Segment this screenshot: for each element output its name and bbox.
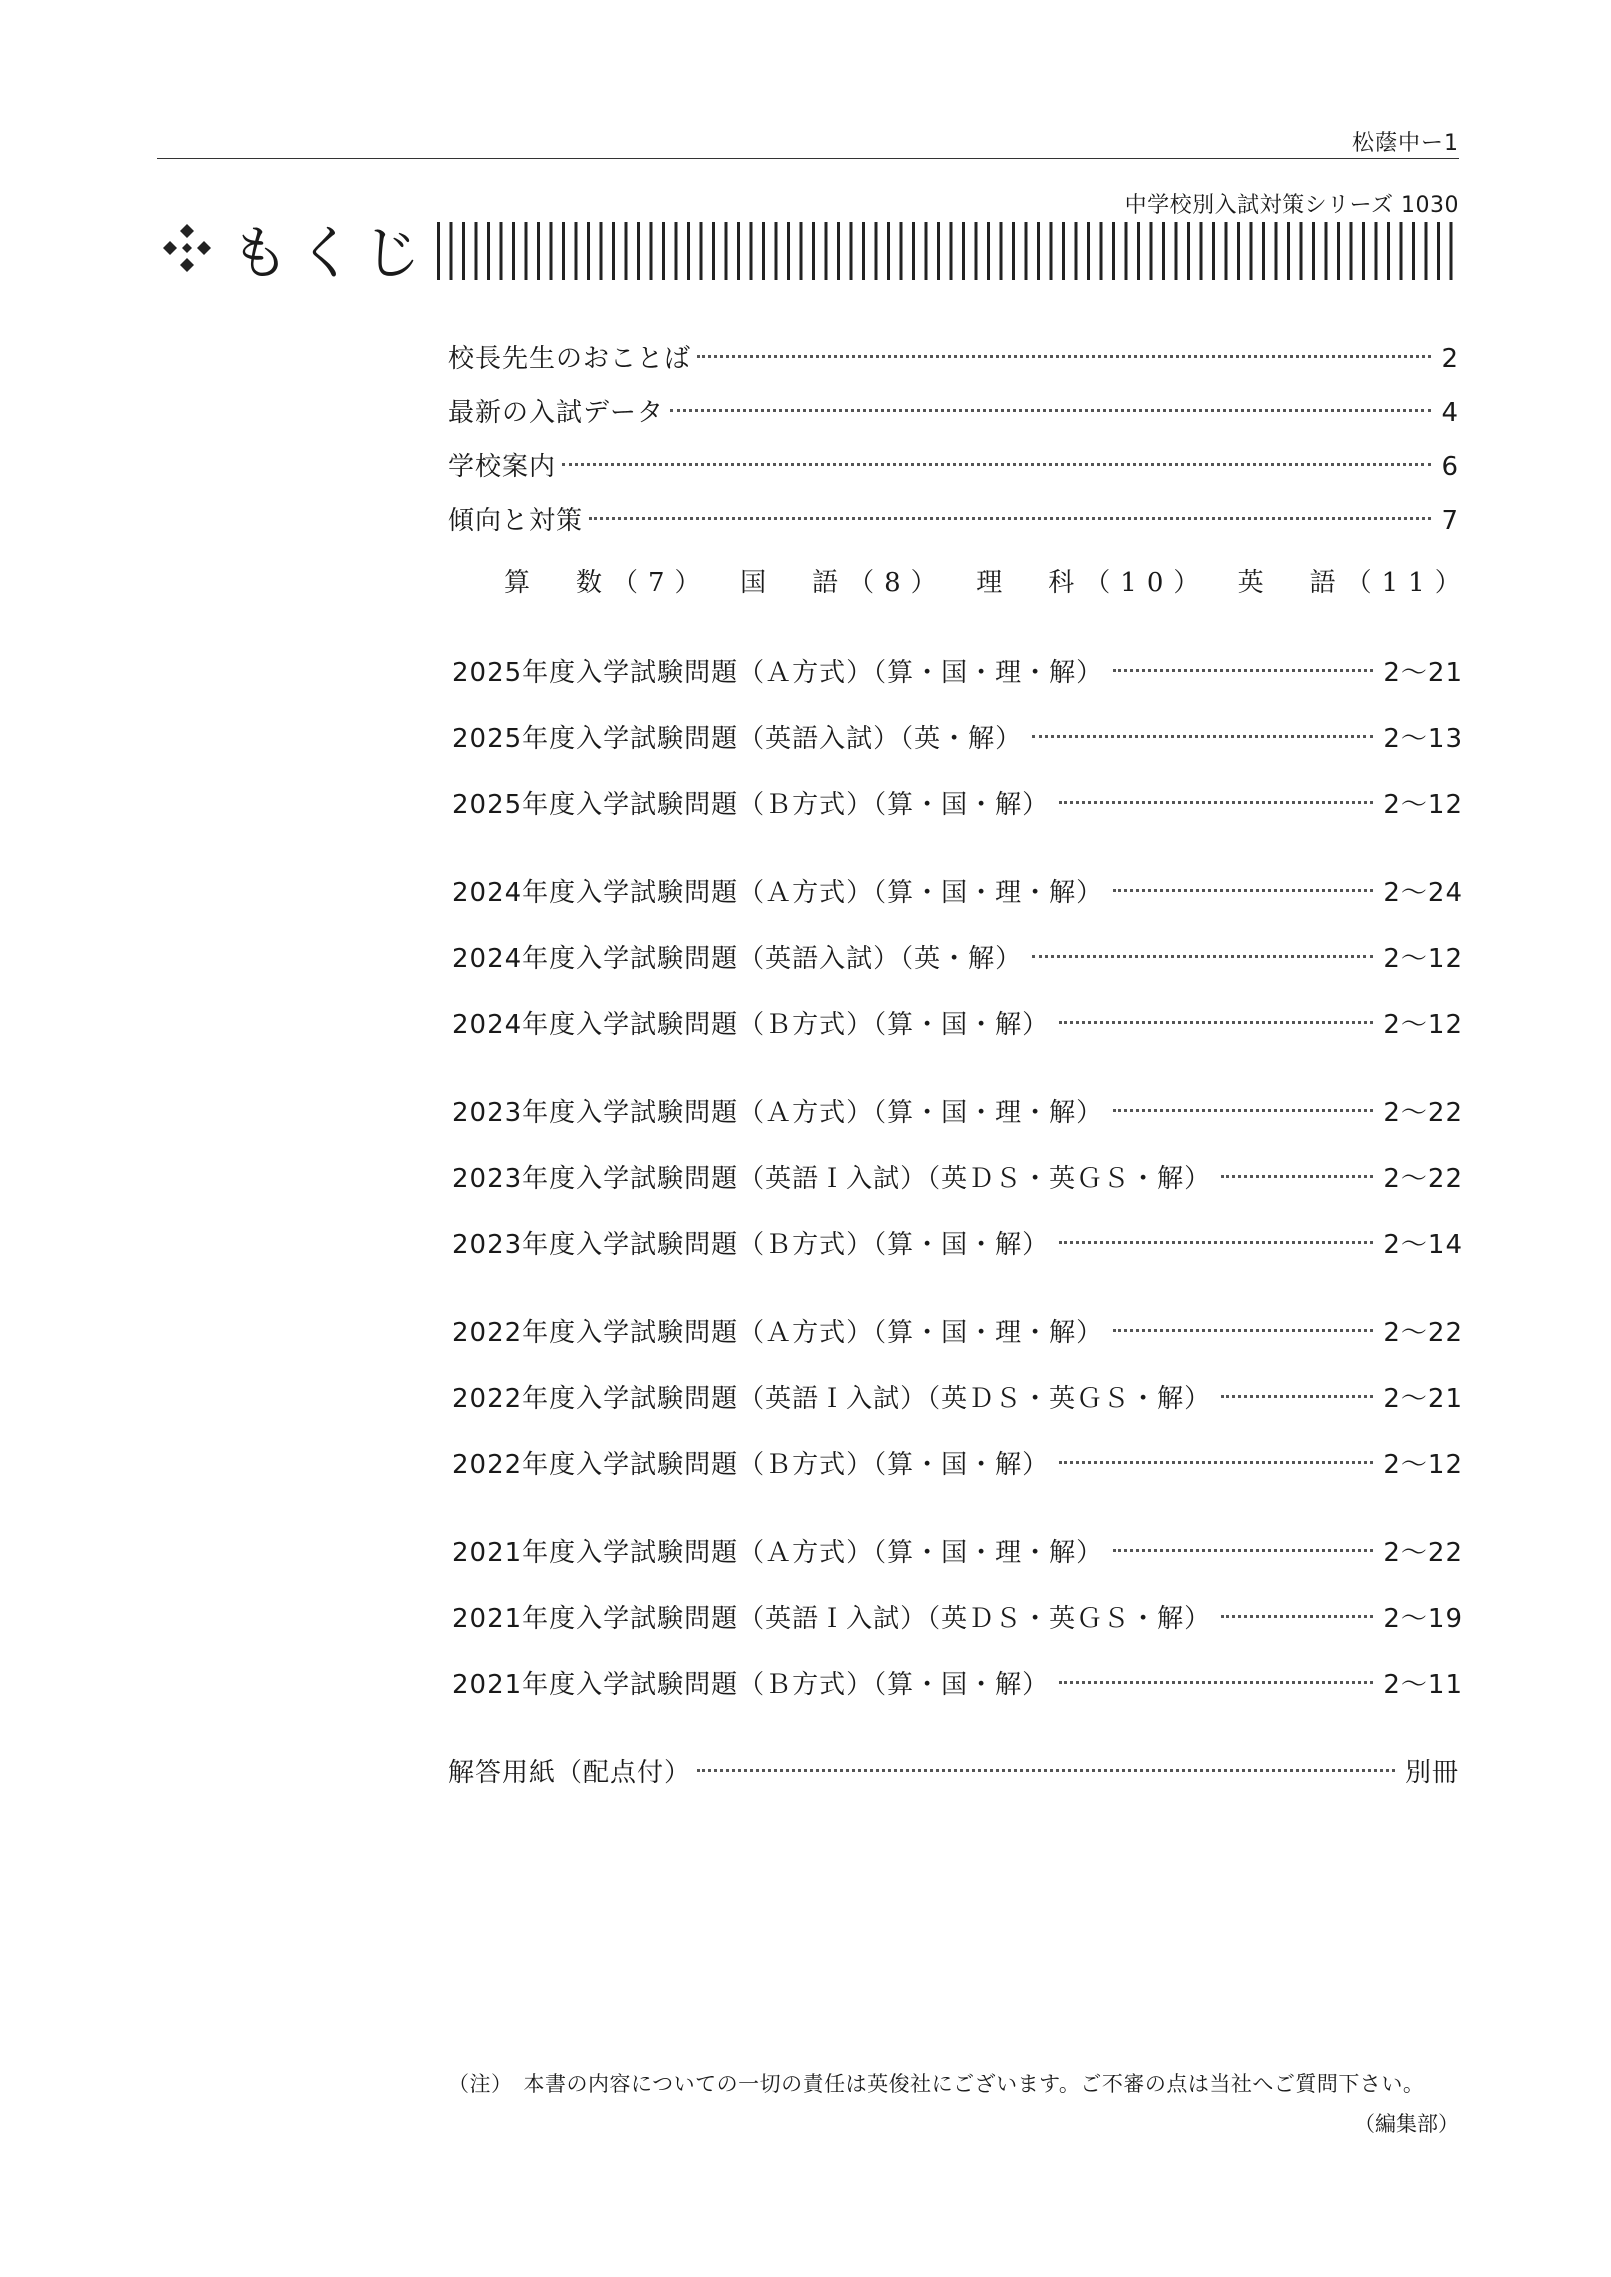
leader-dots: [1113, 1329, 1373, 1332]
answer-sheet-label: 解答用紙（配点付）: [448, 1758, 692, 1788]
exam-item[interactable]: [448, 938, 1463, 1004]
exam-item[interactable]: [448, 1664, 1463, 1730]
exam-item-label: 2025年度入学試験問題（英語入試）（英・解）: [452, 724, 1023, 754]
exam-group: [448, 1532, 1463, 1730]
exam-item[interactable]: [448, 872, 1463, 938]
toc-item-label: 学校案内: [448, 452, 557, 482]
leader-dots: [1059, 801, 1373, 804]
exam-item-pages: 2〜22: [1383, 1318, 1463, 1348]
exam-group: [448, 652, 1463, 850]
exam-item-label: 2022年度入学試験問題（英語Ｉ入試）（英ＤＳ・英ＧＳ・解）: [452, 1384, 1212, 1414]
toc-item-page: 6: [1441, 452, 1459, 482]
leader-dots: [1113, 889, 1373, 892]
exam-item-pages: 2〜11: [1383, 1670, 1463, 1700]
leader-dots: [697, 1769, 1395, 1772]
exam-item-pages: 2〜14: [1383, 1230, 1463, 1260]
leader-dots: [1059, 1461, 1373, 1464]
exam-group: [448, 1092, 1463, 1290]
exam-item[interactable]: [448, 1224, 1463, 1290]
exam-item-pages: 2〜12: [1383, 944, 1463, 974]
exam-item[interactable]: [448, 1158, 1463, 1224]
exam-item-label: 2024年度入学試験問題（Ｂ方式）（算・国・解）: [452, 1010, 1050, 1040]
exam-item-label: 2023年度入学試験問題（Ａ方式）（算・国・理・解）: [452, 1098, 1104, 1128]
footer-dept: （編集部）: [1354, 2112, 1459, 2136]
exam-item-label: 2021年度入学試験問題（英語Ｉ入試）（英ＤＳ・英ＧＳ・解）: [452, 1604, 1212, 1634]
exam-item-label: 2021年度入学試験問題（Ｂ方式）（算・国・解）: [452, 1670, 1050, 1700]
leader-dots: [1059, 1021, 1373, 1024]
leader-dots: [1059, 1681, 1373, 1684]
answer-sheet-item[interactable]: [448, 1752, 1459, 1812]
exam-item[interactable]: [448, 1598, 1463, 1664]
exam-item[interactable]: [448, 1312, 1463, 1378]
exam-item-label: 2025年度入学試験問題（Ｂ方式）（算・国・解）: [452, 790, 1050, 820]
toc-item[interactable]: [448, 446, 1459, 500]
toc-item-label: 最新の入試データ: [448, 398, 665, 428]
exam-item[interactable]: [448, 1532, 1463, 1598]
leader-dots: [670, 409, 1431, 412]
toc-item-label: 傾向と対策: [448, 506, 584, 536]
toc-item[interactable]: [448, 392, 1459, 446]
exam-item-pages: 2〜22: [1383, 1098, 1463, 1128]
exam-item-pages: 2〜21: [1383, 1384, 1463, 1414]
exam-item-label: 2022年度入学試験問題（Ａ方式）（算・国・理・解）: [452, 1318, 1104, 1348]
exam-item-pages: 2〜12: [1383, 1010, 1463, 1040]
leader-dots: [1032, 955, 1373, 958]
answer-sheet-pages: 別冊: [1404, 1758, 1459, 1788]
exam-item[interactable]: [448, 784, 1463, 850]
leader-dots: [697, 355, 1431, 358]
toc-item-page: 4: [1441, 398, 1459, 428]
leader-dots: [1032, 735, 1373, 738]
page-title: もくじ: [231, 219, 430, 287]
leader-dots: [1113, 1549, 1373, 1552]
page-id: 松蔭中ー1: [1352, 131, 1459, 156]
footer-note: （注） 本書の内容についての一切の責任は英俊社にございます。ご不審の点は当社へご質問下さい。: [448, 2072, 1425, 2096]
exam-item-label: 2021年度入学試験問題（Ａ方式）（算・国・理・解）: [452, 1538, 1104, 1568]
exam-item-label: 2025年度入学試験問題（Ａ方式）（算・国・理・解）: [452, 658, 1104, 688]
exam-item-pages: 2〜22: [1383, 1164, 1463, 1194]
toc-item-page: 7: [1441, 506, 1459, 536]
exam-item[interactable]: [448, 652, 1463, 718]
subject-list: [448, 562, 1471, 599]
exam-list: [448, 652, 1463, 1812]
exam-item-pages: 2〜19: [1383, 1604, 1463, 1634]
intro-list: [448, 338, 1471, 599]
exam-group: [448, 1312, 1463, 1510]
leader-dots: [1221, 1615, 1373, 1618]
leader-dots: [1113, 669, 1373, 672]
series-label: 中学校別入試対策シリーズ 1030: [1124, 193, 1459, 218]
exam-item-pages: 2〜24: [1383, 878, 1463, 908]
exam-item-pages: 2〜12: [1383, 1450, 1463, 1480]
toc-item-label: 校長先生のおことば: [448, 344, 692, 374]
top-rule: [157, 158, 1459, 159]
decorative-bars: [437, 222, 1459, 280]
exam-item-pages: 2〜13: [1383, 724, 1463, 754]
exam-item-label: 2022年度入学試験問題（Ｂ方式）（算・国・解）: [452, 1450, 1050, 1480]
exam-item[interactable]: [448, 1092, 1463, 1158]
exam-item[interactable]: [448, 1444, 1463, 1510]
leader-dots: [1221, 1175, 1373, 1178]
leader-dots: [1221, 1395, 1373, 1398]
exam-item-label: 2023年度入学試験問題（Ｂ方式）（算・国・解）: [452, 1230, 1050, 1260]
exam-item-pages: 2〜12: [1383, 790, 1463, 820]
subject-item[interactable]: 国 語（8）: [740, 568, 947, 598]
leader-dots: [562, 463, 1431, 466]
exam-item[interactable]: [448, 1378, 1463, 1444]
leader-dots: [1059, 1241, 1373, 1244]
toc-item-page: 2: [1441, 344, 1459, 374]
subject-item[interactable]: 理 科（10）: [976, 568, 1210, 598]
leader-dots: [589, 517, 1431, 520]
toc-item[interactable]: [448, 338, 1459, 392]
exam-item-label: 2024年度入学試験問題（英語入試）（英・解）: [452, 944, 1023, 974]
exam-item-pages: 2〜22: [1383, 1538, 1463, 1568]
diamond-cluster-icon: [157, 218, 217, 278]
exam-item-label: 2024年度入学試験問題（Ａ方式）（算・国・理・解）: [452, 878, 1104, 908]
subject-item[interactable]: 英 語（11）: [1237, 568, 1471, 598]
title-block: [157, 212, 430, 287]
exam-item-label: 2023年度入学試験問題（英語Ｉ入試）（英ＤＳ・英ＧＳ・解）: [452, 1164, 1212, 1194]
toc-item[interactable]: [448, 500, 1459, 554]
exam-item[interactable]: [448, 1004, 1463, 1070]
exam-item[interactable]: [448, 718, 1463, 784]
exam-item-pages: 2〜21: [1383, 658, 1463, 688]
leader-dots: [1113, 1109, 1373, 1112]
subject-item[interactable]: 算 数（7）: [504, 568, 711, 598]
exam-group: [448, 872, 1463, 1070]
